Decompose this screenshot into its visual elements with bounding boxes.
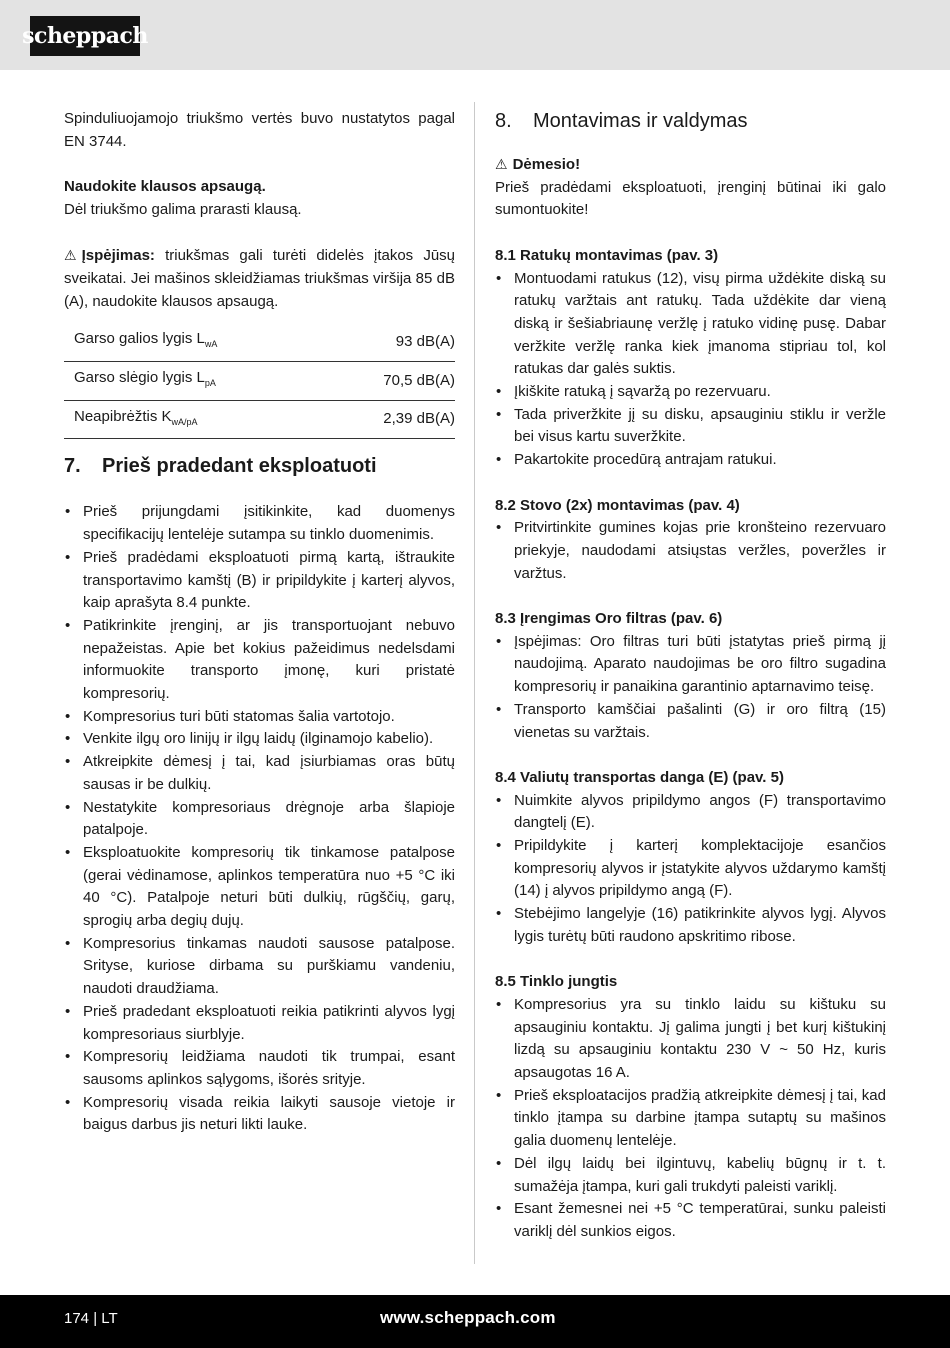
list-item: • Prieš eksploatacijos pradžią atkreipkite dėmesį į tai, kad tinklo įtampa su darbine įtampa sutaptų su mašinos galia duomenų lentelėje. [495, 1085, 886, 1153]
list-item: • Nestatykite kompresoriaus drėgnoje arba šlapioje patalpoje. [64, 797, 455, 842]
column-divider [474, 102, 475, 1264]
subsection-8-2-title: 8.2 Stovo (2x) montavimas (pav. 4) [495, 496, 740, 514]
attention-text: Prieš pradėdami eksploatuoti, įrenginį būtinai iki galo sumontuokite! [495, 178, 886, 219]
list-item: • Esant žemesnei nei +5 °C temperatūrai, sunku paleisti variklį dėl sunkios eigos. [495, 1198, 886, 1243]
noise-warning [64, 244, 455, 313]
list-item: • Pakartokite procedūrą antrajam ratukui. [495, 449, 886, 472]
spec-label: Neapibrėžtis $K_{wA/pA}$ [64, 400, 325, 439]
list-item: • Montuodami ratukus (12), visų pirma uždėkite diską su ratukų varžtais ant ratukų. Tada uždėkite dar vieną diską ir šešiabriaunę veržlę į ratuko vidinę pusę. Dabar veržkite veržlę ranka kiek įmanoma stipriau tol, kol ratukas dar galės suktis. [495, 268, 886, 382]
subsection-8-4-list [495, 790, 886, 949]
section-7-heading: 7. Prieš pradedant eksploatuoti [64, 455, 377, 478]
warning-icon: ⚠ [495, 156, 508, 172]
table-row [64, 362, 455, 401]
section-8-heading: 8. Montavimas ir valdymas [495, 110, 748, 132]
list-item: • Atkreipkite dėmesį į tai, kad įsiurbiamas oras būtų sausas ir be dulkių. [64, 751, 455, 796]
list-item: • Stebėjimo langelyje (16) patikrinkite alyvos lygį. Alyvos lygis turėtų būti raudono apskritimo ribose. [495, 903, 886, 948]
list-item: • Tada priveržkite jį su disku, apsauginiu stiklu ir veržle bei visus kartu suveržkite. [495, 404, 886, 449]
list-item: • Prieš pradedant eksploatuoti reikia patikrinti alyvos lygį kompresoriaus siurblyje. [64, 1001, 455, 1046]
spec-value: 93 dB(A) [325, 323, 455, 361]
list-item: • Kompresorius turi būti statomas šalia vartotojo. [64, 706, 455, 729]
section-7-list [64, 501, 455, 1137]
list-item: • Transporto kamščiai pašalinti (G) ir oro filtrą (15) vienetas su varžtais. [495, 699, 886, 744]
table-row [64, 323, 455, 361]
list-item: • Įkiškite ratuką į sąvaržą po rezervuaru. [495, 381, 886, 404]
table-row [64, 400, 455, 439]
subsection-8-3-list [495, 631, 886, 745]
subsection-8-5-title: 8.5 Tinklo jungtis [495, 973, 618, 991]
list-item: • Kompresorių leidžiama naudoti tik trumpai, esant sausoms aplinkos sąlygoms, išorės srityje. [64, 1046, 455, 1091]
warning-icon: ⚠ [64, 247, 77, 264]
subsection-8-2-list [495, 517, 886, 585]
right-column [495, 108, 886, 1244]
list-item: • Pritvirtinkite gumines kojas prie kronšteino rezervuaro priekyje, naudodami atsiųstas veržles, poveržles ir varžtus. [495, 517, 886, 585]
subsection-8-4-title: 8.4 Valiutų transportas danga (E) (pav. 5) [495, 768, 784, 786]
attention-heading: ⚠ Dėmesio! [495, 153, 886, 177]
spec-label: Garso galios lygis $L_{wA}$ [64, 323, 325, 361]
footer-band [0, 1295, 950, 1348]
list-item: • Venkite ilgų oro linijų ir ilgų laidų (ilginamojo kabelio). [64, 728, 455, 751]
list-item: • Kompresorius tinkamas naudoti sausose patalpose. Srityse, kuriose dirbama su purškiamu vandeniu, naudoti draudžiama. [64, 933, 455, 1001]
left-column [64, 108, 455, 1137]
list-item: • Kompresorius yra su tinklo laidu su kištuku su apsauginiu kontaktu. Jį galima jungti į bet kurį kištukinį lizdą su apsauginiu kontaktu 230 V ~ 50 Hz, kuris apsaugotas 16 A. [495, 994, 886, 1085]
warning-text: triukšmas gali turėti didelės įtakos Jūsų sveikatai. Jei mašinos skleidžiamas triukšmas viršija 85 dB (A), naudokite klausos apsaugą. [64, 247, 455, 310]
subsection-8-3-title: 8.3 Įrengimas Oro filtras (pav. 6) [495, 610, 723, 628]
hearing-loss-text: Dėl triukšmo galima prarasti klausą. [64, 200, 302, 218]
list-item: • Pripildykite į karterį komplektacijoje esančios kompresorių alyvos ir įstatykite alyvos uždarymo kamštį (14) į alyvos pripildymo angą (F). [495, 835, 886, 903]
warning-label: Įspėjimas: [81, 247, 155, 265]
list-item: • Patikrinkite įrenginį, ar jis transportuojant nebuvo nepažeistas. Apie bet kokius pažeidimus nedelsdami informuokite transporto įmonę, kuri pristatė kompresorių. [64, 615, 455, 706]
subsection-8-1-title: 8.1 Ratukų montavimas (pav. 3) [495, 246, 719, 264]
list-item: • Dėl ilgų laidų bei ilgintuvų, kabelių būgnų ir t. t. sumažėja įtampa, kuri gali trukdyti paleisti variklį. [495, 1153, 886, 1198]
page-number: 174 | LT [64, 1310, 118, 1327]
noise-paragraph: Spinduliuojamojo triukšmo vertės buvo nustatytos pagal EN 3744. [64, 110, 455, 150]
scheppach-logo: scheppach [30, 16, 140, 56]
list-item: • Eksploatuokite kompresorių tik tinkamose patalpose (gerai vėdinamose, aplinkos temperatūra nuo +5 °C iki 40 °C). Patalpoje neturi būti dulkių, rūgščių, garų, sprogių arba degių dujų. [64, 842, 455, 933]
header-band [0, 0, 950, 70]
list-item: • Kompresorių visada reikia laikyti sausoje vietoje ir baigus darbus jis neturi likti lauke. [64, 1092, 455, 1137]
subsection-8-5-list [495, 994, 886, 1244]
hearing-protection-heading: Naudokite klausos apsaugą. [64, 178, 266, 196]
spec-label: Garso slėgio lygis $L_{pA}$ [64, 362, 325, 401]
list-item: • Įspėjimas: Oro filtras turi būti įstatytas prieš pirmą jį naudojimą. Aparato naudojimas be oro filtro sugadina kompresorių ir panaikina garantinio aptarnavimo teisę. [495, 631, 886, 699]
noise-spec-table [64, 323, 455, 439]
list-item: • Nuimkite alyvos pripildymo angos (F) transportavimo dangtelį (E). [495, 790, 886, 835]
spec-value: 2,39 dB(A) [325, 400, 455, 439]
website-link[interactable]: www.scheppach.com [380, 1308, 556, 1327]
list-item: • Prieš prijungdami įsitikinkite, kad duomenys specifikacijų lentelėje sutampa su tinklo duomenimis. [64, 501, 455, 546]
list-item: • Prieš pradėdami eksploatuoti pirmą kartą, ištraukite transportavimo kamštį (B) ir pripildykite į karterį alyvos, kaip aprašyta 8.4 punkte. [64, 547, 455, 615]
spec-value: 70,5 dB(A) [325, 362, 455, 401]
subsection-8-1-list [495, 268, 886, 472]
